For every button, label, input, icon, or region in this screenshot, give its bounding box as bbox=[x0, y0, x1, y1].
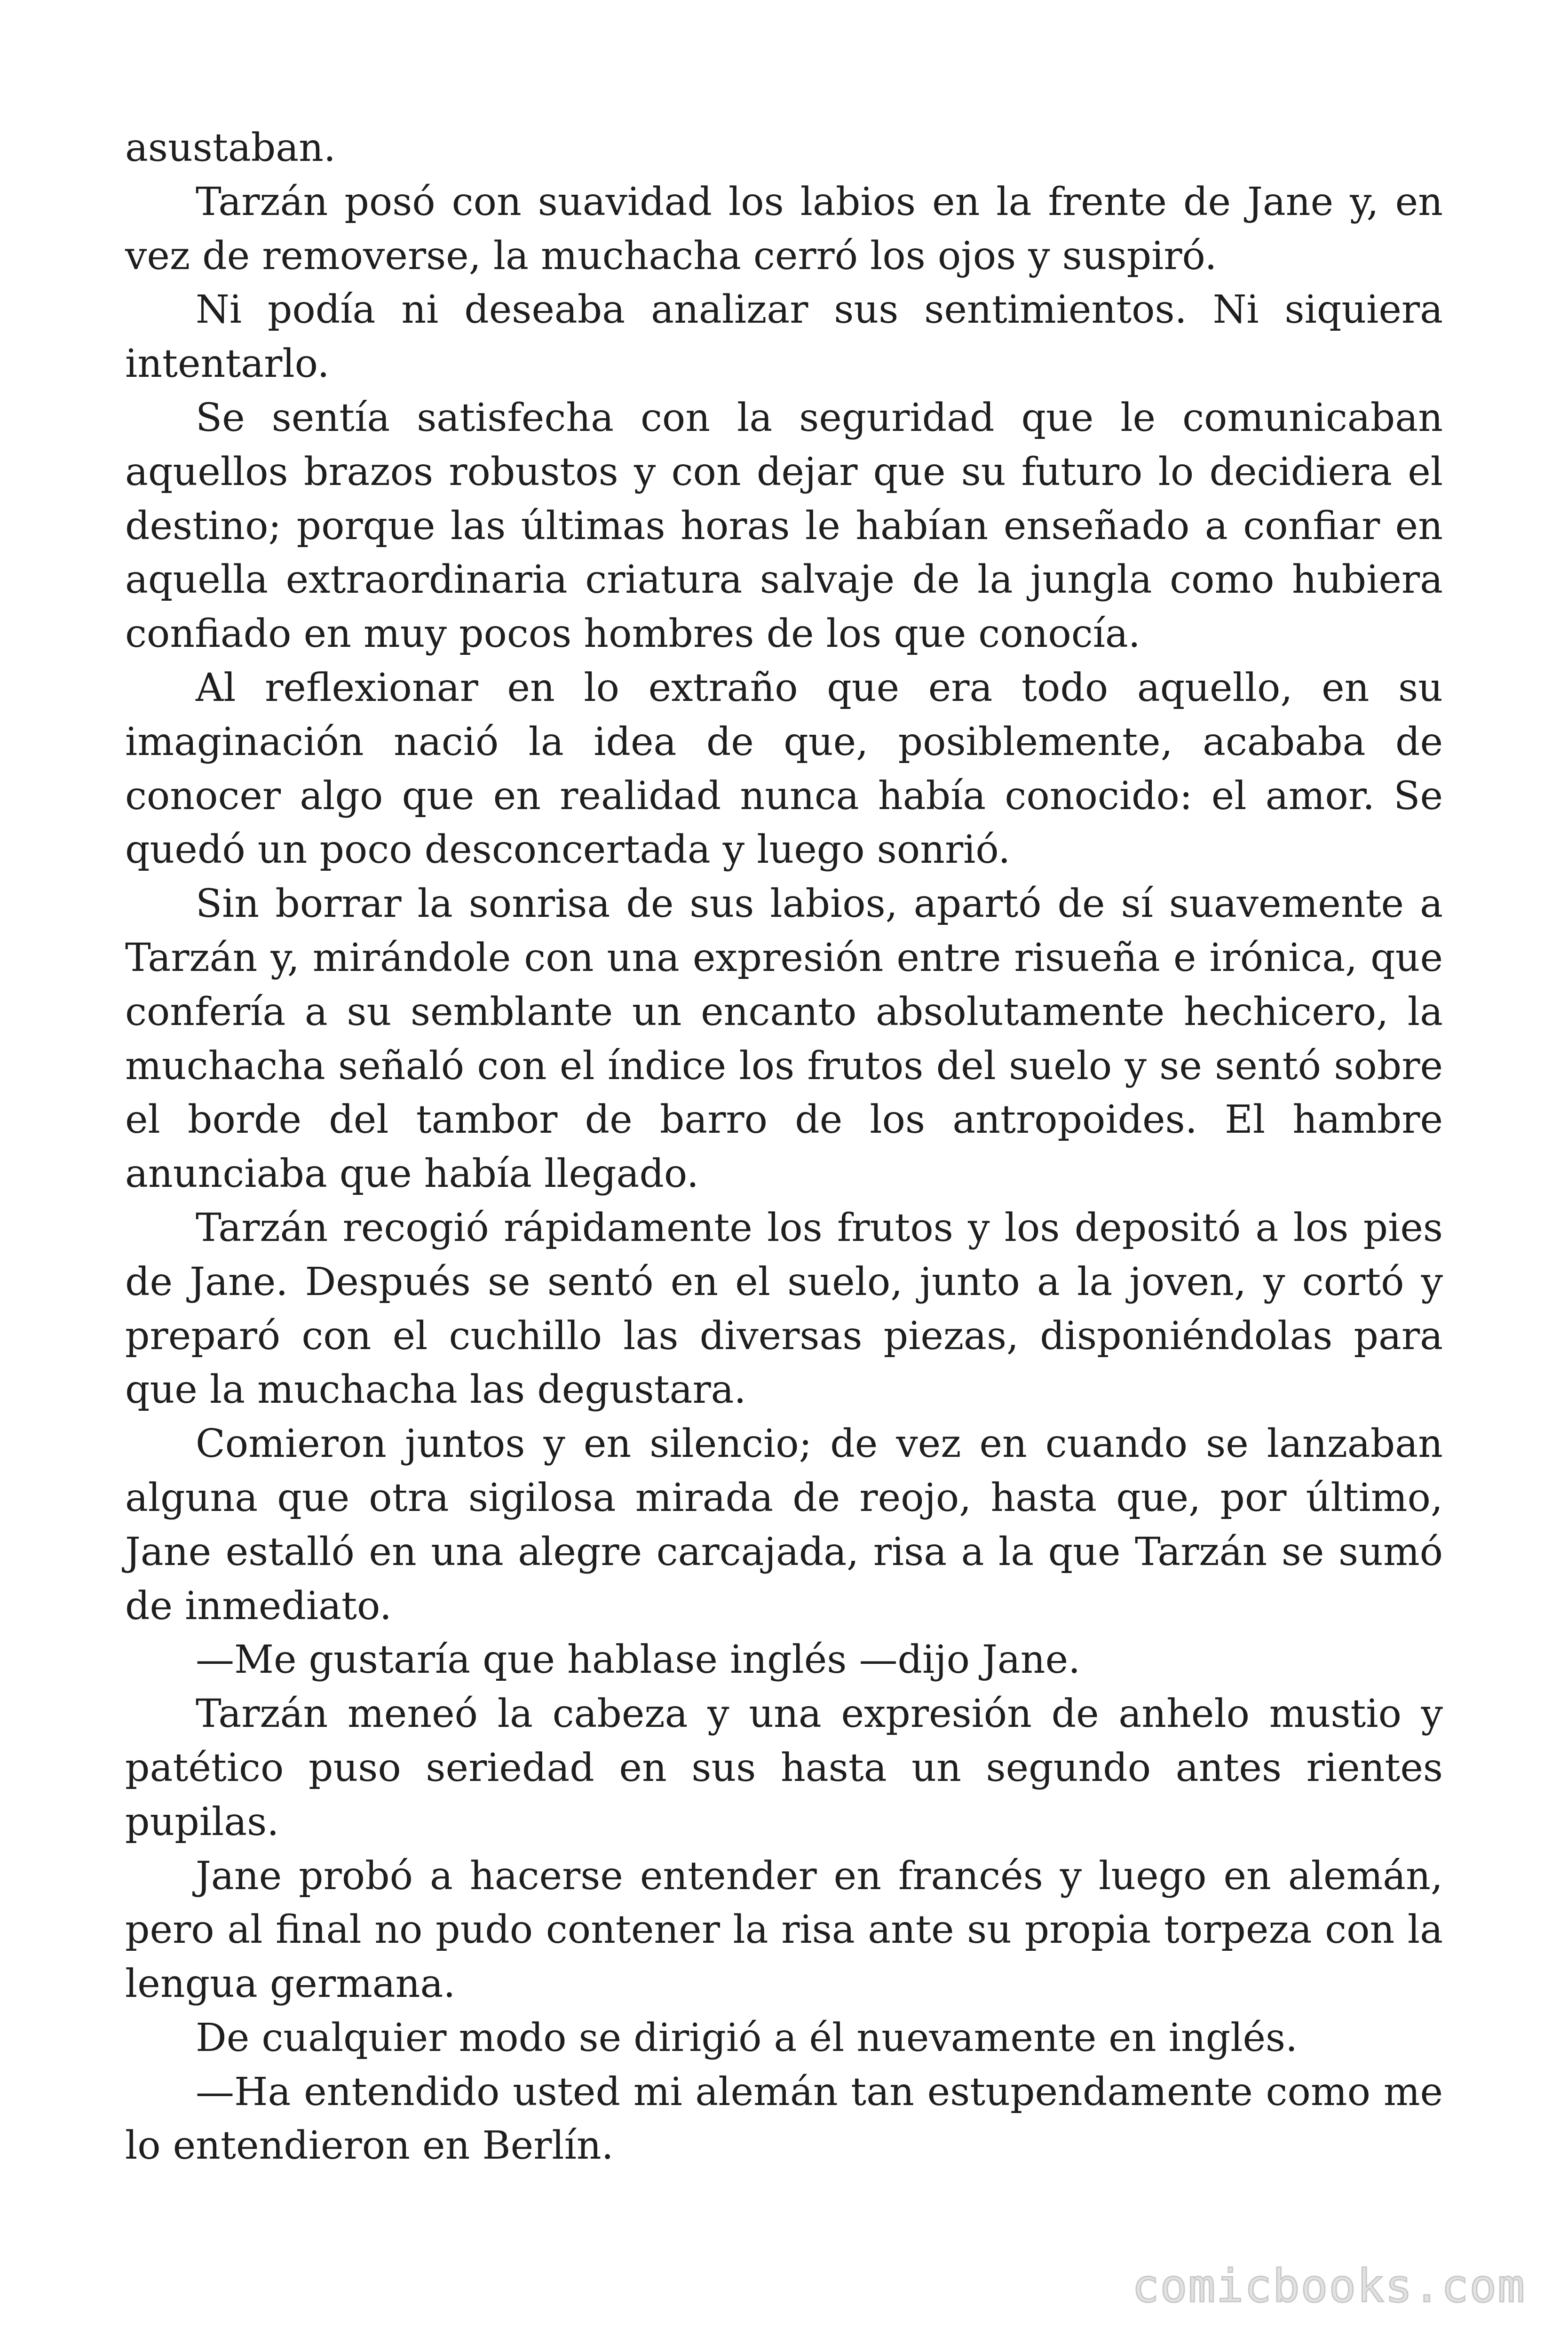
paragraph-10: Tarzán meneó la cabeza y una expresión de anhelo mustio y patético puso seriedad en sus hasta un segundo antes rientes pupilas. bbox=[125, 1692, 1443, 1844]
paragraph-11: Jane probó a hacerse entender en francés y luego en alemán, pero al final no pudo contener la risa ante su propia torpeza con la lengua germana. bbox=[125, 1853, 1443, 2007]
watermark: comicbooks.com bbox=[1132, 2260, 1526, 2312]
paragraph-12: De cualquier modo se dirigió a él nuevamente en inglés. bbox=[196, 2015, 1298, 2060]
paragraph-2: Tarzán posó con suavidad los labios en la frente de Jane y, en vez de removerse, la muchacha cerró los ojos y suspiró. bbox=[125, 179, 1443, 278]
page-body-text bbox=[125, 121, 1443, 2173]
paragraph-3: Ni podía ni deseaba analizar sus sentimientos. Ni siquiera intentarlo. bbox=[125, 287, 1443, 387]
paragraph-6: Sin borrar la sonrisa de sus labios, apartó de sí suavemente a Tarzán y, mirándole con una expresión entre risueña e irónica, que confería a su semblante un encanto absolutamente hechicero, la muchacha señaló con el índice los frutos del suelo y se sentó sobre el borde del tambor de barro de los antropoides. El hambre anunciaba que había llegado. bbox=[125, 882, 1443, 1197]
paragraph-4: Se sentía satisfecha con la seguridad que le comunicaban aquellos brazos robustos y con dejar que su futuro lo decidiera el destino; porque las últimas horas le habían enseñado a confiar en aquella extraordinaria criatura salvaje de la jungla como hubiera confiado en muy pocos hombres de los que conocía. bbox=[125, 395, 1443, 657]
paragraph-13: —Ha entendido usted mi alemán tan estupendamente como me lo entendieron en Berlín. bbox=[125, 2069, 1443, 2169]
paragraph-1: asustaban. bbox=[125, 126, 336, 170]
paragraph-9: —Me gustaría que hablase inglés —dijo Jane. bbox=[196, 1637, 1081, 1683]
paragraph-7: Tarzán recogió rápidamente los frutos y los depositó a los pies de Jane. Después se sentó en el suelo, junto a la joven, y cortó y preparó con el cuchillo las diversas piezas, disponiéndolas para que la muchacha las degustara. bbox=[125, 1205, 1443, 1413]
paragraph-5: Al reflexionar en lo extraño que era todo aquello, en su imaginación nació la idea de que, posiblemente, acababa de conocer algo que en realidad nunca había conocido: el amor. Se quedó un poco desconcertada y luego sonrió. bbox=[125, 665, 1443, 873]
paragraph-8: Comieron juntos y en silencio; de vez en cuando se lanzaban alguna que otra sigilosa mirada de reojo, hasta que, por último, Jane estalló en una alegre carcajada, risa a la que Tarzán se sumó de inmediato. bbox=[125, 1422, 1443, 1629]
